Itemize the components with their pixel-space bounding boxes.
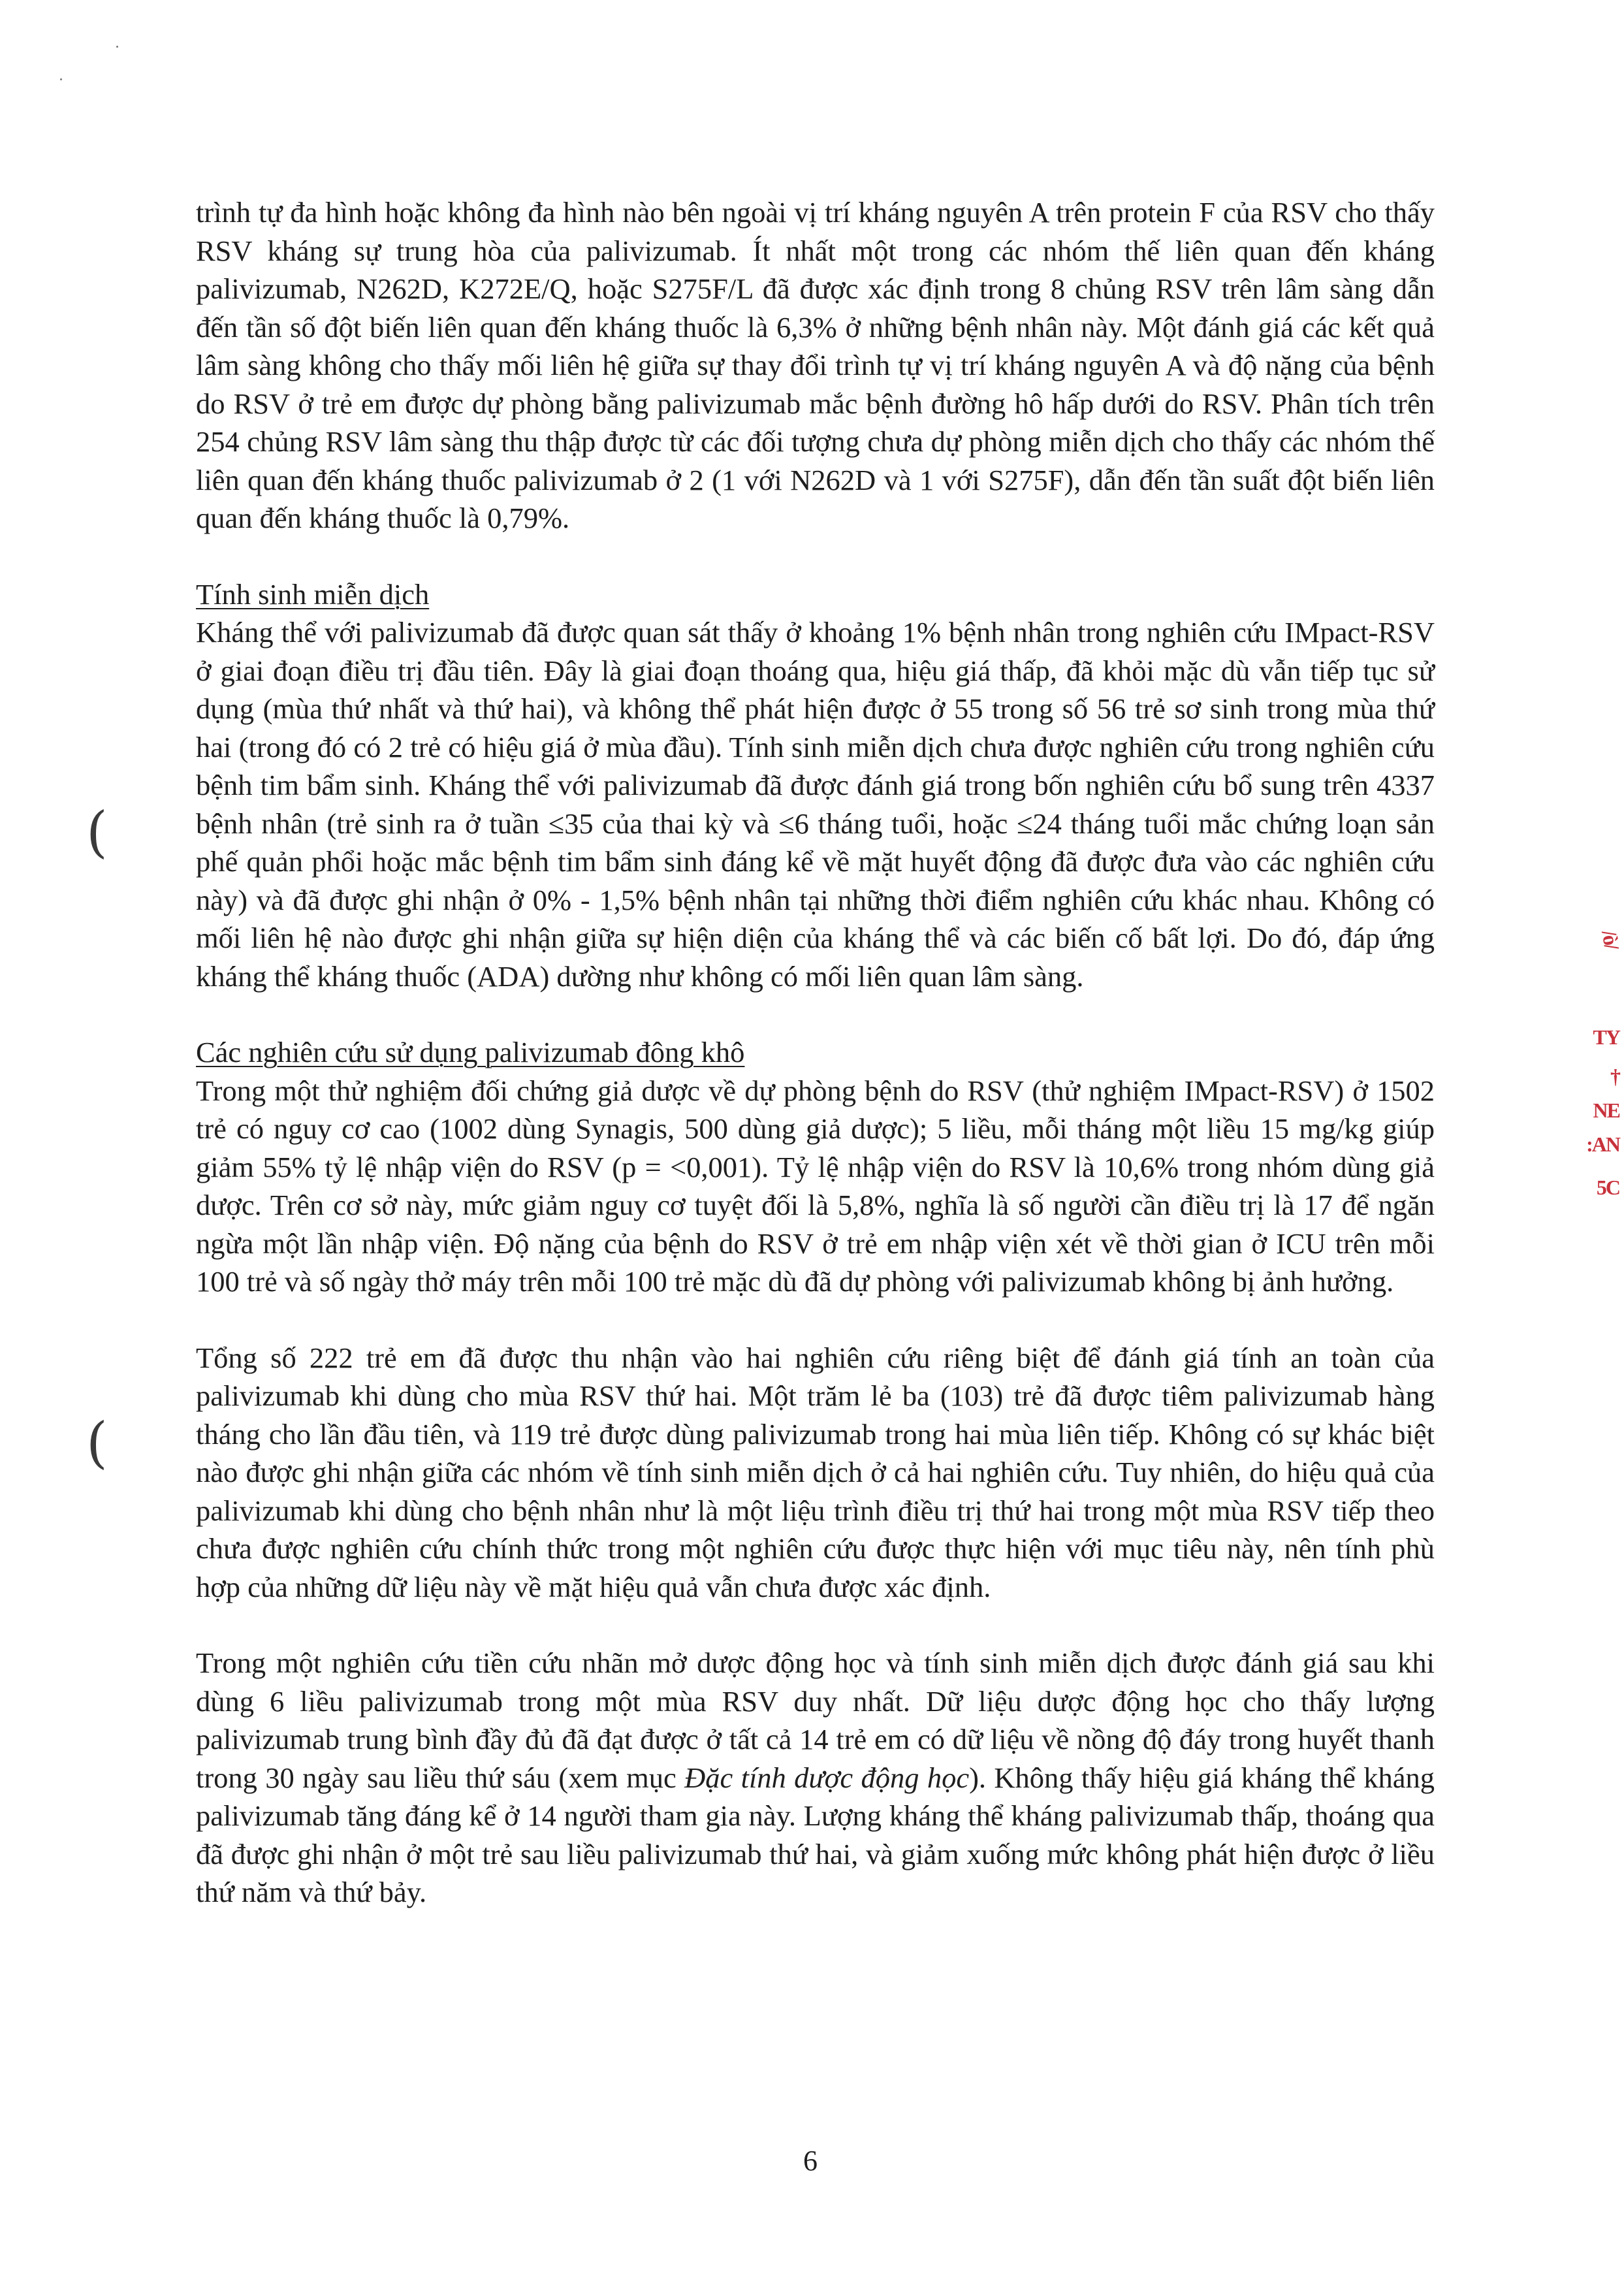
stamp-fragment: :AN bbox=[1586, 1132, 1619, 1156]
page-number: 6 bbox=[803, 2145, 818, 2177]
pk-text-start: Trong một nghiên cứu tiền cứu nhãn mở dược động học và tính sinh miễn dịch được đánh giá sau khi dùng 6 liều palivizumab trong một mùa RSV duy nhất. Dữ liệu dược động học cho thấy lượng palivizumab trung bình đầy đủ đã đạt được ở tất cả 14 trẻ em có dữ liệu về nồng độ đáy trong huyết thanh trong 30 ngày sau liều thứ sáu (xem mục bbox=[196, 1646, 1435, 1794]
stamp-fragment: † bbox=[1610, 1065, 1619, 1088]
paragraph-impact-rsv-trial: Trong một thử nghiệm đối chứng giả dược về dự phòng bệnh do RSV (thử nghiệm IMpact-RSV) ở 1502 trẻ có nguy cơ cao (1002 dùng Synagis, 500 dùng giả dược); 5 liều, mỗi tháng một liều 15 mg/kg giúp giảm 55% tỷ lệ nhập viện do RSV (p = <0,001). Tỷ lệ nhập viện do RSV là 10,6% trong nhóm dùng giả dược. Trên cơ sở này, mức giảm nguy cơ tuyệt đối là 5,8%, nghĩa là số người cần điều trị là 17 để ngăn ngừa một lần nhập viện. Độ nặng của bệnh do RSV ở trẻ em nhập viện xét về thời gian ở ICU trên mỗi 100 trẻ và số ngày thở máy trên mỗi 100 trẻ mặc dù đã dự phòng với palivizumab không bị ảnh hưởng. bbox=[196, 1074, 1435, 1298]
stamp-fragment: 5C bbox=[1596, 1176, 1619, 1199]
paragraph-second-season: Tổng số 222 trẻ em đã được thu nhận vào hai nghiên cứu riêng biệt để đánh giá tính an toàn của palivizumab khi dùng cho mùa RSV thứ hai. Một trăm lẻ ba (103) trẻ đã được tiêm palivizumab hàng tháng cho lần đầu tiên, và 119 trẻ được dùng palivizumab trong hai mùa liên tiếp. Không có sự khác biệt nào được ghi nhận giữa các nhóm về tính sinh miễn dịch ở cả hai nghiên cứu. Tuy nhiên, do hiệu quả của palivizumab khi dùng cho bệnh nhân như là một liệu trình điều trị thứ hai trong một mùa RSV tiếp theo chưa được nghiên cứu chính thức trong một nghiên cứu được thực hiện với mục tiêu này, nên tính phù hợp của những dữ liệu này về mặt hiệu quả vẫn chưa được xác định. bbox=[196, 1341, 1435, 1603]
section-heading-immunogenicity: Tính sinh miễn dịch bbox=[196, 577, 430, 611]
punch-hole-mark: ( bbox=[86, 1411, 108, 1475]
stamp-fragment: NE bbox=[1593, 1098, 1619, 1122]
stamp-fragment: TY bbox=[1593, 1025, 1619, 1049]
paragraph-immunogenicity: Kháng thể với palivizumab đã được quan sát thấy ở khoảng 1% bệnh nhân trong nghiên cứu IMpact-RSV ở giai đoạn điều trị đầu tiên. Đây là giai đoạn thoáng qua, hiệu giá thấp, đã khỏi mặc dù vẫn tiếp tục sử dụng (mùa thứ nhất và thứ hai), và không thể phát hiện được ở 55 trong số 56 trẻ sơ sinh trong mùa thứ hai (trong đó có 2 trẻ có hiệu giá ở mùa đầu). Tính sinh miễn dịch chưa được nghiên cứu trong nghiên cứu bệnh tim bẩm sinh. Kháng thể với palivizumab đã được đánh giá trong bốn nghiên cứu bổ sung trên 4337 bệnh nhân (trẻ sinh ra ở tuần ≤35 của thai kỳ và ≤6 tháng tuổi, hoặc ≤24 tháng tuổi mắc chứng loạn sản phế quản phổi hoặc mắc bệnh tim bẩm sinh đáng kể về mặt huyết động đã được đưa vào các nghiên cứu này) và đã được ghi nhận ở 0% - 1,5% bệnh nhân tại những thời điểm nghiên cứu khác nhau. Không có mối liên hệ nào được ghi nhận giữa sự hiện diện của kháng thể và các biến cố bất lợi. Do đó, đáp ứng kháng thể kháng thuốc (ADA) dường như không có mối liên quan lâm sàng. bbox=[196, 616, 1435, 993]
scan-speck bbox=[60, 78, 62, 80]
document-body bbox=[196, 193, 1435, 1912]
paragraph-pk-study bbox=[196, 1644, 1435, 1912]
scan-speck bbox=[116, 46, 118, 48]
pk-section-reference: Đặc tính dược động học bbox=[684, 1761, 970, 1794]
partial-stamp bbox=[1568, 927, 1624, 1241]
section-heading-lyophilized-studies: Các nghiên cứu sử dụng palivizumab đông khô bbox=[196, 1036, 745, 1068]
stamp-fragment: /ò/ bbox=[1597, 928, 1624, 951]
pk-text-end: ). Không thấy hiệu giá kháng thể kháng palivizumab tăng đáng kể ở 14 người tham gia này. Lượng kháng thể kháng palivizumab thấp, thoáng qua đã được ghi nhận ở một trẻ sau liều palivizumab thứ hai, và giảm xuống mức không phát hiện được ở liều thứ năm và thứ bảy. bbox=[196, 1761, 1435, 1908]
paragraph-resistance: trình tự đa hình hoặc không đa hình nào bên ngoài vị trí kháng nguyên A trên protein F của RSV cho thấy RSV kháng sự trung hòa của palivizumab. Ít nhất một trong các nhóm thế liên quan đến kháng palivizumab, N262D, K272E/Q, hoặc S275F/L đã được xác định trong 8 chủng RSV trên lâm sàng dẫn đến tần số đột biến liên quan đến kháng thuốc là 6,3% ở những bệnh nhân này. Một đánh giá các kết quả lâm sàng không cho thấy mối liên hệ giữa sự thay đổi trình tự vị trí kháng nguyên A và độ nặng của bệnh do RSV ở trẻ em được dự phòng bằng palivizumab mắc bệnh đường hô hấp dưới do RSV. Phân tích trên 254 chủng RSV lâm sàng thu thập được từ các đối tượng chưa dự phòng miễn dịch cho thấy các nhóm thế liên quan đến kháng thuốc palivizumab ở 2 (1 với N262D và 1 với S275F), dẫn đến tần suất đột biến liên quan đến kháng thuốc là 0,79%. bbox=[196, 196, 1435, 534]
punch-hole-mark: ( bbox=[86, 800, 108, 864]
